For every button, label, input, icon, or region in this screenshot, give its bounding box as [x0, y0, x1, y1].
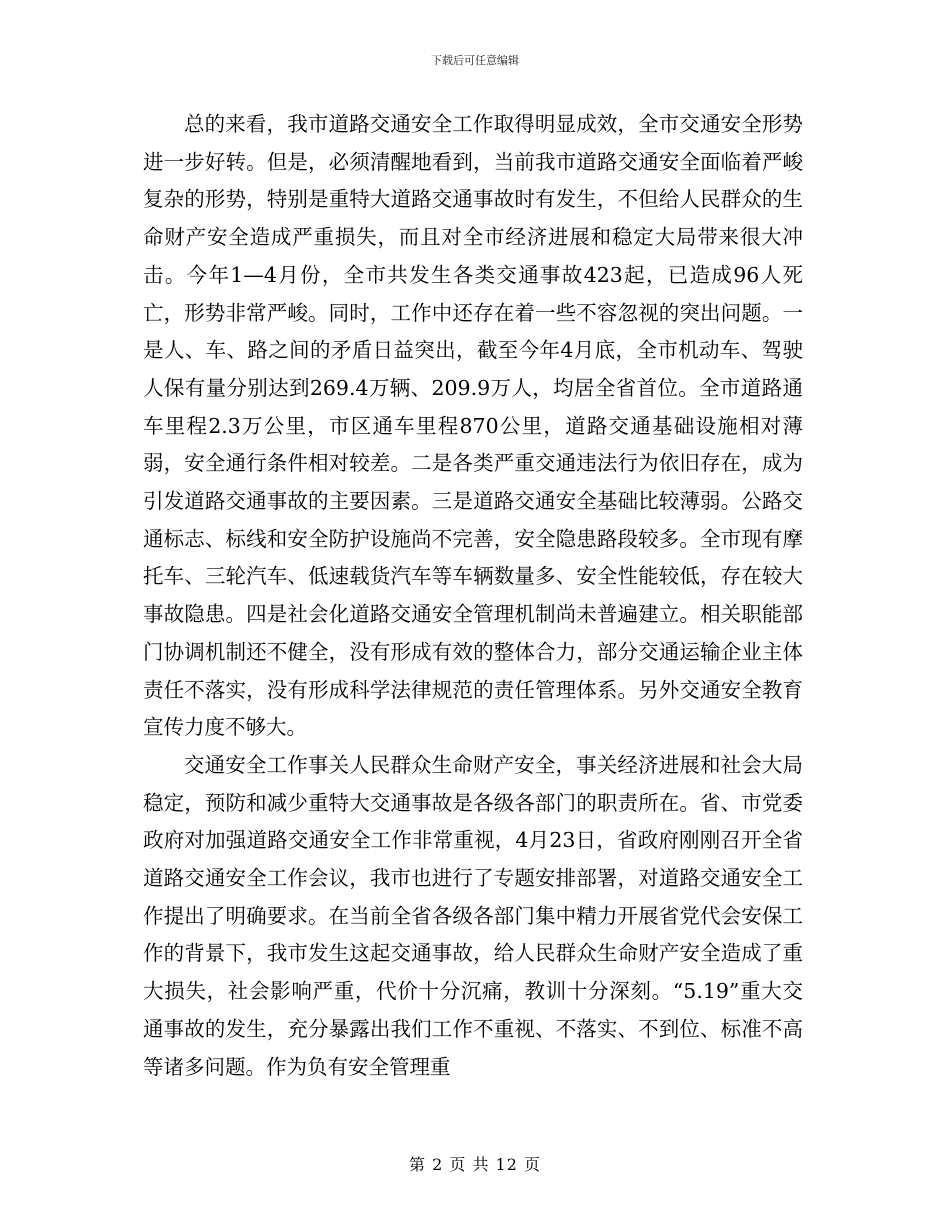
page-footer: 第 2 页 共 12 页	[409, 1155, 541, 1174]
document-body	[143, 106, 803, 1086]
page-header: 下载后可任意编辑	[431, 54, 519, 67]
paragraph-1: 总的来看，我市道路交通安全工作取得明显成效，全市交通安全形势进一步好转。但是，必须清醒地看到，当前我市道路交通安全面临着严峻复杂的形势，特别是重特大道路交通事故时有发生，不但给人民群众的生命财产安全造成严重损失，而且对全市经济进展和稳定大局带来很大冲击。今年1—4月份，全市共发生各类交通事故423起，已造成96人死亡，形势非常严峻。同时，工作中还存在着一些不容忽视的突出问题。一是人、车、路之间的矛盾日益突出，截至今年4月底，全市机动车、驾驶人保有量分别达到269.4万辆、209.9万人，均居全省首位。全市道路通车里程2.3万公里，市区通车里程870公里，道路交通基础设施相对薄弱，安全通行条件相对较差。二是各类严重交通违法行为依旧存在，成为引发道路交通事故的主要因素。三是道路交通安全基础比较薄弱。公路交通标志、标线和安全防护设施尚不完善，安全隐患路段较多。全市现有摩托车、三轮汽车、低速载货汽车等车辆数量多、安全性能较低，存在较大事故隐患。四是社会化道路交通安全管理机制尚未普遍建立。相关职能部门协调机制还不健全，没有形成有效的整体合力，部分交通运输企业主体责任不落实，没有形成科学法律规范的责任管理体系。另外交通安全教育宣传力度不够大。	[143, 112, 803, 740]
paragraph-2: 交通安全工作事关人民群众生命财产安全，事关经济进展和社会大局稳定，预防和减少重特大交通事故是各级各部门的职责所在。省、市党委政府对加强道路交通安全工作非常重视，4月23日，省政府刚刚召开全省道路交通安全工作会议，我市也进行了专题安排部署，对道路交通安全工作提出了明确要求。在当前全省各级各部门集中精力开展省党代会安保工作的背景下，我市发生这起交通事故，给人民群众生命财产安全造成了重大损失，社会影响严重，代价十分沉痛，教训十分深刻。“5.19”重大交通事故的发生，充分暴露出我们工作不重视、不落实、不到位、标准不高等诸多问题。作为负有安全管理重	[143, 752, 803, 1079]
